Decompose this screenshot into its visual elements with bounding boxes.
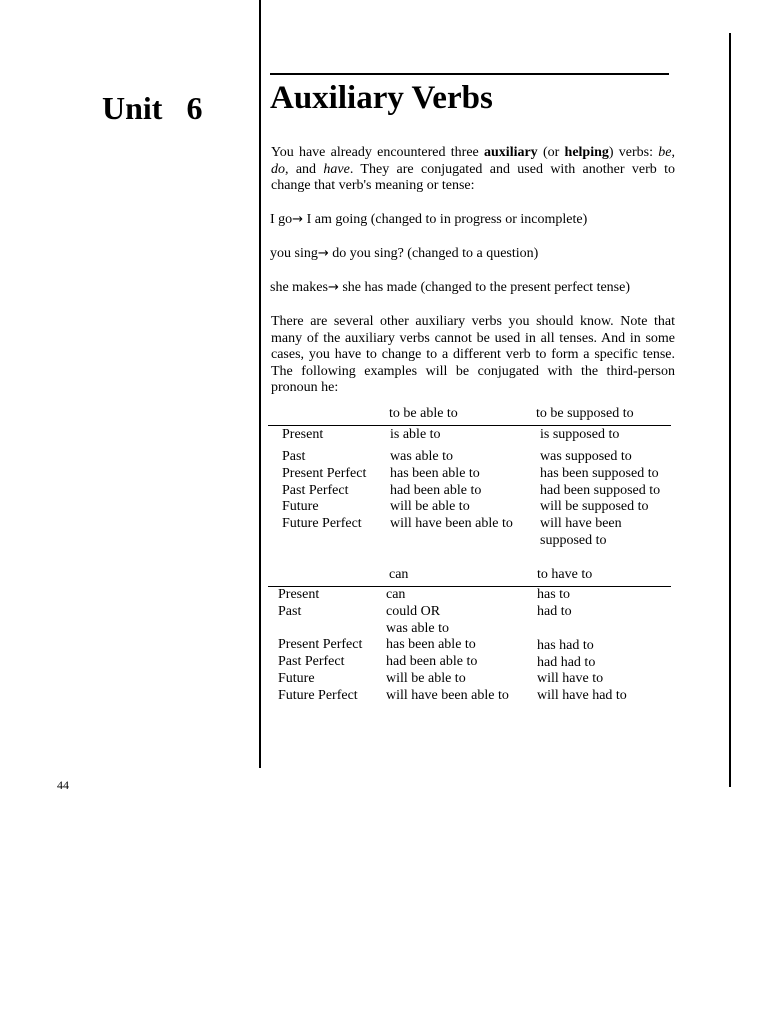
table1-tense: Future Perfect bbox=[282, 516, 362, 531]
table2-have-to-form: has had to bbox=[537, 638, 594, 653]
table1-able-form: had been able to bbox=[390, 483, 482, 498]
right-margin-rule bbox=[729, 33, 731, 787]
table1-tense: Past bbox=[282, 449, 306, 464]
page-number: 44 bbox=[57, 778, 69, 792]
table2-can-form: will be able to bbox=[386, 671, 466, 686]
table1-header-supposed: to be supposed to bbox=[536, 406, 634, 421]
title-rule bbox=[270, 73, 669, 75]
verb-have: have bbox=[323, 161, 350, 177]
term-auxiliary: auxiliary bbox=[484, 145, 538, 160]
intro-paragraph: You have already encountered three auxiliary (or helping) verbs: be, do, and have. They are conjugated and used with another verb to change that verb's meaning or tense: bbox=[271, 145, 675, 193]
verb-be: be bbox=[658, 145, 672, 160]
left-margin-rule bbox=[259, 0, 261, 768]
page-title: Auxiliary Verbs bbox=[270, 80, 493, 116]
arrow-right-icon: → bbox=[327, 280, 339, 295]
tenses-paragraph: There are several other auxiliary verbs you should know. Note that many of the auxiliary verbs cannot be used in all tenses. And in some cases, you have to change to a different verb to form a specific tense. The following examples will be conjugated with the third-person pronoun he: bbox=[271, 314, 675, 395]
table2-can-form: can bbox=[386, 587, 406, 602]
table1-able-form: will be able to bbox=[390, 499, 470, 514]
unit-heading bbox=[102, 90, 202, 127]
table1-supposed-form: will have been bbox=[540, 516, 622, 531]
table1-supposed-form: will be supposed to bbox=[540, 499, 649, 514]
unit-number: 6 bbox=[186, 90, 203, 126]
table2-tense: Past bbox=[278, 604, 302, 619]
verb-do: do bbox=[271, 161, 285, 177]
table1-tense: Present Perfect bbox=[282, 466, 367, 481]
table2-can-form: has been able to bbox=[386, 637, 476, 652]
table1-tense: Future bbox=[282, 499, 319, 514]
table2-can-form: had been able to bbox=[386, 654, 478, 669]
table1-supposed-form-continued: supposed to bbox=[540, 533, 607, 548]
table1-supposed-form: is supposed to bbox=[540, 427, 620, 442]
example-line: you sing→ do you sing? (changed to a question) bbox=[270, 246, 539, 261]
table1-header-rule bbox=[268, 425, 671, 426]
table1-able-form: was able to bbox=[390, 449, 453, 464]
table1-able-form: will have been able to bbox=[390, 516, 513, 531]
table1-tense: Past Perfect bbox=[282, 483, 349, 498]
table2-tense: Past Perfect bbox=[278, 654, 345, 669]
table1-able-form: has been able to bbox=[390, 466, 480, 481]
table2-have-to-form: had had to bbox=[537, 655, 596, 670]
arrow-right-icon: → bbox=[317, 246, 329, 261]
table2-tense: Present bbox=[278, 587, 320, 602]
table2-header-rule bbox=[268, 586, 671, 587]
table2-have-to-form: had to bbox=[537, 604, 572, 619]
term-helping: helping bbox=[564, 145, 609, 160]
table2-can-form-continued: was able to bbox=[386, 621, 449, 636]
table2-can-form: could OR bbox=[386, 604, 441, 619]
table2-tense: Future Perfect bbox=[278, 688, 358, 703]
table2-header-have-to: to have to bbox=[537, 567, 593, 582]
table1-supposed-form: has been supposed to bbox=[540, 466, 659, 481]
table1-supposed-form: was supposed to bbox=[540, 449, 632, 464]
table1-tense: Present bbox=[282, 427, 324, 442]
table2-have-to-form: will have to bbox=[537, 671, 604, 686]
table2-have-to-form: will have had to bbox=[537, 688, 627, 703]
table1-header-able: to be able to bbox=[389, 406, 458, 421]
table1-supposed-form: had been supposed to bbox=[540, 483, 661, 498]
table1-able-form: is able to bbox=[390, 427, 441, 442]
table2-tense: Present Perfect bbox=[278, 637, 363, 652]
example-line: she makes→ she has made (changed to the present perfect tense) bbox=[270, 280, 630, 295]
table2-can-form: will have been able to bbox=[386, 688, 509, 703]
arrow-right-icon: → bbox=[292, 212, 304, 227]
unit-label: Unit bbox=[102, 90, 163, 126]
table2-header-can: can bbox=[389, 567, 409, 582]
table2-have-to-form: has to bbox=[537, 587, 571, 602]
example-line: I go→ I am going (changed to in progress or incomplete) bbox=[270, 212, 588, 227]
table2-tense: Future bbox=[278, 671, 315, 686]
